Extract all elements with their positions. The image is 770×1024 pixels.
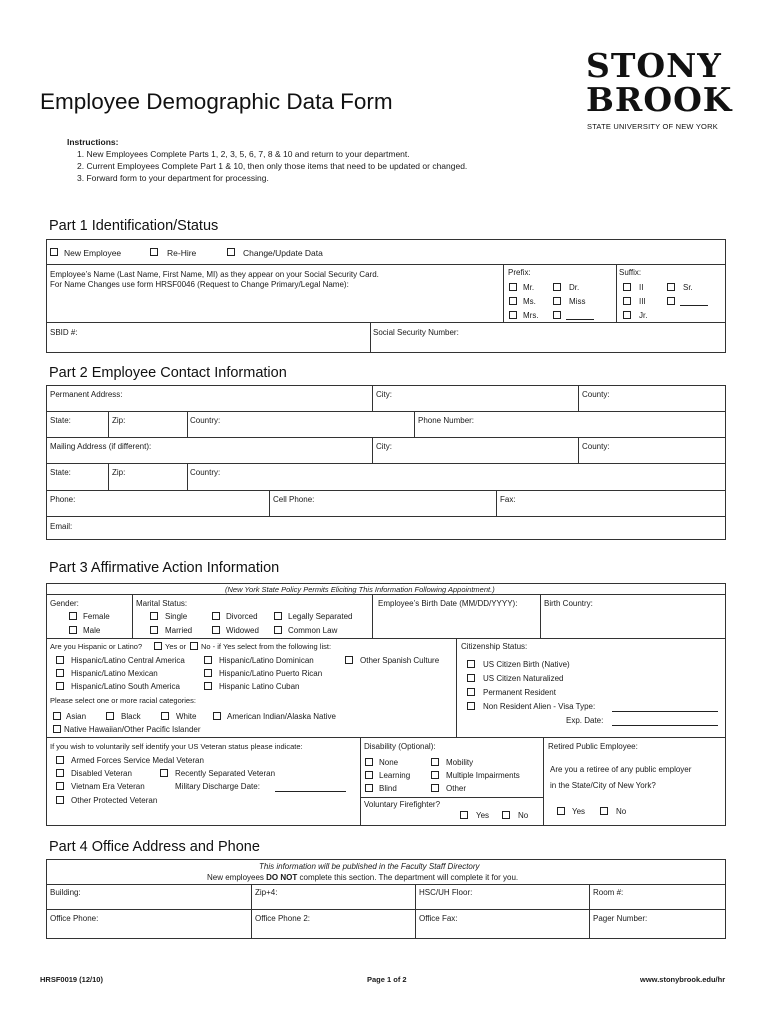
widowed-label: Widowed [226, 626, 259, 635]
prefix-ms-checkbox[interactable] [509, 297, 517, 305]
disabled-vet-checkbox[interactable] [56, 769, 64, 777]
logo-brook: BROOK [586, 80, 733, 119]
us-naturalized-label: US Citizen Naturalized [483, 674, 564, 683]
note-prefix: New employees [207, 873, 264, 882]
suffix-jr-checkbox[interactable] [623, 311, 631, 319]
permanent-resident-label: Permanent Resident [483, 688, 556, 697]
room-label: Room #: [593, 888, 624, 897]
rehire-checkbox[interactable] [150, 248, 158, 256]
marital-status-label: Marital Status: [136, 599, 188, 608]
divorced-label: Divorced [226, 612, 258, 621]
prefix-ms-label: Ms. [523, 297, 536, 306]
part3-heading: Part 3 Affirmative Action Information [49, 560, 280, 576]
disability-none-checkbox[interactable] [365, 758, 373, 766]
county-label: County: [582, 390, 610, 399]
sbid-label: SBID #: [50, 328, 78, 337]
other-protected-checkbox[interactable] [56, 796, 64, 804]
white-checkbox[interactable] [161, 712, 169, 720]
citizenship-label: Citizenship Status: [461, 642, 528, 651]
prefix-other-field[interactable] [566, 319, 594, 320]
prefix-other-checkbox[interactable] [553, 311, 561, 319]
firefighter-label: Voluntary Firefighter? [364, 800, 441, 809]
other-protected-label: Other Protected Veteran [71, 796, 158, 805]
racial-note: Please select one or more racial categories: [50, 696, 196, 705]
hisp-south-checkbox[interactable] [56, 682, 64, 690]
birth-country-label: Birth Country: [544, 599, 593, 608]
prefix-miss-checkbox[interactable] [553, 297, 561, 305]
employee-name-label: Employee’s Name (Last Name, First Name, MI) as they appear on your Social Security Card. [50, 270, 379, 279]
phone-number-label: Phone Number: [418, 416, 475, 425]
recently-separated-label: Recently Separated Veteran [175, 769, 276, 778]
suffix-ii-label: II [639, 283, 644, 292]
birth-date-label: Employee’s Birth Date (MM/DD/YYYY): [378, 599, 518, 608]
office-phone2-label: Office Phone 2: [255, 914, 310, 923]
change-update-checkbox[interactable] [227, 248, 235, 256]
fax-label: Fax: [500, 495, 516, 504]
mailing-state-label: State: [50, 468, 71, 477]
vietnam-checkbox[interactable] [56, 782, 64, 790]
hispanic-no-checkbox[interactable] [190, 642, 198, 650]
note-emphasis: DO NOT [266, 873, 298, 882]
firefighter-yes-checkbox[interactable] [460, 811, 468, 819]
zip4-label: Zip+4: [255, 888, 278, 897]
hisp-central-checkbox[interactable] [56, 656, 64, 664]
email-label: Email: [50, 522, 73, 531]
instructions-label: Instructions: [67, 137, 119, 147]
mailing-address-label: Mailing Address (if different): [50, 442, 152, 451]
hisp-mexican-label: Hispanic/Latino Mexican [71, 669, 158, 678]
armed-forces-checkbox[interactable] [56, 756, 64, 764]
suffix-iii-label: III [639, 297, 646, 306]
veteran-question: If you wish to voluntarily self identify your US Veteran status please indicate: [50, 742, 303, 751]
building-label: Building: [50, 888, 81, 897]
disability-other-label: Other [446, 784, 467, 793]
multiple-checkbox[interactable] [431, 771, 439, 779]
american-indian-checkbox[interactable] [213, 712, 221, 720]
suffix-sr-label: Sr. [683, 283, 693, 292]
common-law-checkbox[interactable] [274, 626, 282, 634]
female-label: Female [83, 612, 110, 621]
prefix-miss-label: Miss [569, 297, 586, 306]
hisp-puerto-checkbox[interactable] [204, 669, 212, 677]
zip-label: Zip: [112, 416, 126, 425]
prefix-mrs-checkbox[interactable] [509, 311, 517, 319]
hisp-mexican-checkbox[interactable] [56, 669, 64, 677]
legally-separated-checkbox[interactable] [274, 612, 282, 620]
hisp-cuban-label: Hispanic Latino Cuban [219, 682, 300, 691]
mobility-label: Mobility [446, 758, 474, 767]
page-title: Employee Demographic Data Form [40, 89, 393, 114]
rehire-label: Re-Hire [167, 248, 197, 258]
office-fax-label: Office Fax: [419, 914, 458, 923]
us-native-checkbox[interactable] [467, 660, 475, 668]
suffix-jr-label: Jr. [639, 311, 648, 320]
suffix-label: Suffix: [619, 268, 642, 277]
policy-note: (New York State Policy Permits Eliciting This Information Following Appointment.) [225, 585, 495, 594]
hisp-cuban-checkbox[interactable] [204, 682, 212, 690]
permanent-resident-checkbox[interactable] [467, 688, 475, 696]
hispanic-no-label: No - if Yes select from the following list: [201, 642, 332, 651]
exp-date-field[interactable] [612, 725, 718, 726]
discharge-date-label: Military Discharge Date: [175, 782, 260, 791]
black-checkbox[interactable] [106, 712, 114, 720]
state-label: State: [50, 416, 71, 425]
female-checkbox[interactable] [69, 612, 77, 620]
us-naturalized-checkbox[interactable] [467, 674, 475, 682]
gender-label: Gender: [50, 599, 79, 608]
visa-type-field[interactable] [612, 711, 718, 712]
part1-heading: Part 1 Identification/Status [49, 218, 219, 234]
suffix-ii-checkbox[interactable] [623, 283, 631, 291]
mailing-country-label: Country: [190, 468, 221, 477]
non-resident-label: Non Resident Alien - Visa Type: [483, 702, 596, 711]
disabled-vet-label: Disabled Veteran [71, 769, 132, 778]
retiree-no-label: No [616, 807, 627, 816]
city-label: City: [376, 390, 392, 399]
mobility-checkbox[interactable] [431, 758, 439, 766]
asian-checkbox[interactable] [53, 712, 61, 720]
hisp-dominican-label: Hispanic/Latino Dominican [219, 656, 314, 665]
mailing-city-label: City: [376, 442, 392, 451]
male-label: Male [83, 626, 101, 635]
armed-forces-label: Armed Forces Service Medal Veteran [71, 756, 204, 765]
prefix-label: Prefix: [508, 268, 531, 277]
hawaiian-checkbox[interactable] [53, 725, 61, 733]
retiree-no-checkbox[interactable] [600, 807, 608, 815]
retiree-yes-checkbox[interactable] [557, 807, 565, 815]
change-update-label: Change/Update Data [243, 248, 323, 258]
prefix-dr-label: Dr. [569, 283, 580, 292]
single-label: Single [165, 612, 188, 621]
disability-label: Disability (Optional): [364, 742, 436, 751]
multiple-label: Multiple Impairments [446, 771, 520, 780]
hawaiian-label: Native Hawaiian/Other Pacific Islander [64, 725, 201, 734]
blind-label: Blind [379, 784, 397, 793]
hisp-south-label: Hispanic/Latino South America [71, 682, 180, 691]
website-url: www.stonybrook.edu/hr [640, 975, 726, 984]
part4-heading: Part 4 Office Address and Phone [49, 839, 260, 855]
pager-label: Pager Number: [593, 914, 648, 923]
hispanic-yes-label: Yes or [165, 642, 186, 651]
new-employee-note [207, 873, 518, 883]
phone-label: Phone: [50, 495, 76, 504]
instruction-item: 1. New Employees Complete Parts 1, 2, 3, 5, 6, 7, 8 & 10 and return to your department. [77, 149, 410, 159]
firefighter-no-label: No [518, 811, 529, 820]
firefighter-no-checkbox[interactable] [502, 811, 510, 819]
permanent-address-label: Permanent Address: [50, 390, 123, 399]
prefix-mr-label: Mr. [523, 283, 535, 292]
logo-subtitle: STATE UNIVERSITY OF NEW YORK [587, 122, 718, 131]
recently-separated-checkbox[interactable] [160, 769, 168, 777]
ssn-label: Social Security Number: [373, 328, 459, 337]
vietnam-label: Vietnam Era Veteran [71, 782, 145, 791]
suffix-sr-checkbox[interactable] [667, 283, 675, 291]
non-resident-checkbox[interactable] [467, 702, 475, 710]
prefix-mr-checkbox[interactable] [509, 283, 517, 291]
married-checkbox[interactable] [150, 626, 158, 634]
retiree-question-1: Are you a retiree of any public employer [550, 765, 692, 774]
black-label: Black [121, 712, 141, 721]
office-phone-label: Office Phone: [50, 914, 99, 923]
instruction-item: 2. Current Employees Complete Part 1 & 10, then only those items that need to be updated or changed. [77, 161, 468, 171]
discharge-date-field[interactable] [275, 791, 346, 792]
blind-checkbox[interactable] [365, 784, 373, 792]
cell-phone-label: Cell Phone: [273, 495, 315, 504]
form-id: HRSF0019 (12/10) [40, 975, 103, 984]
hisp-central-label: Hispanic/Latino Central America [71, 656, 185, 665]
white-label: White [176, 712, 197, 721]
page-number: Page 1 of 2 [367, 975, 407, 984]
suffix-other-checkbox[interactable] [667, 297, 675, 305]
single-checkbox[interactable] [150, 612, 158, 620]
mailing-county-label: County: [582, 442, 610, 451]
divorced-checkbox[interactable] [212, 612, 220, 620]
legally-separated-label: Legally Separated [288, 612, 353, 621]
prefix-dr-checkbox[interactable] [553, 283, 561, 291]
new-employee-label: New Employee [64, 248, 122, 258]
note-suffix: complete this section. The department will complete it for you. [299, 873, 519, 882]
new-employee-checkbox[interactable] [50, 248, 58, 256]
exp-date-label: Exp. Date: [566, 716, 604, 725]
disability-none-label: None [379, 758, 399, 767]
asian-label: Asian [66, 712, 87, 721]
hisp-dominican-checkbox[interactable] [204, 656, 212, 664]
married-label: Married [165, 626, 193, 635]
us-native-label: US Citizen Birth (Native) [483, 660, 570, 669]
retiree-question-2: in the State/City of New York? [550, 781, 656, 790]
directory-note: This information will be published in the Faculty Staff Directory [259, 862, 480, 871]
male-checkbox[interactable] [69, 626, 77, 634]
prefix-mrs-label: Mrs. [523, 311, 539, 320]
retired-label: Retired Public Employee: [548, 742, 638, 751]
logo-stony: STONY [586, 46, 722, 85]
mailing-zip-label: Zip: [112, 468, 126, 477]
part2-heading: Part 2 Employee Contact Information [49, 365, 287, 381]
learning-checkbox[interactable] [365, 771, 373, 779]
hsc-floor-label: HSC/UH Floor: [419, 888, 473, 897]
suffix-iii-checkbox[interactable] [623, 297, 631, 305]
american-indian-label: American Indian/Alaska Native [227, 712, 336, 721]
other-spanish-checkbox[interactable] [345, 656, 353, 664]
widowed-checkbox[interactable] [212, 626, 220, 634]
other-spanish-label: Other Spanish Culture [360, 656, 440, 665]
disability-other-checkbox[interactable] [431, 784, 439, 792]
country-label: Country: [190, 416, 221, 425]
name-change-note: For Name Changes use form HRSF0046 (Request to Change Primary/Legal Name): [50, 280, 349, 289]
suffix-other-field[interactable] [680, 305, 708, 306]
hispanic-question: Are you Hispanic or Latino? [50, 642, 143, 651]
instruction-item: 3. Forward form to your department for processing. [77, 173, 269, 183]
common-law-label: Common Law [288, 626, 338, 635]
hispanic-yes-checkbox[interactable] [154, 642, 162, 650]
retiree-yes-label: Yes [572, 807, 586, 816]
firefighter-yes-label: Yes [476, 811, 490, 820]
hisp-puerto-label: Hispanic/Latino Puerto Rican [219, 669, 323, 678]
learning-label: Learning [379, 771, 411, 780]
